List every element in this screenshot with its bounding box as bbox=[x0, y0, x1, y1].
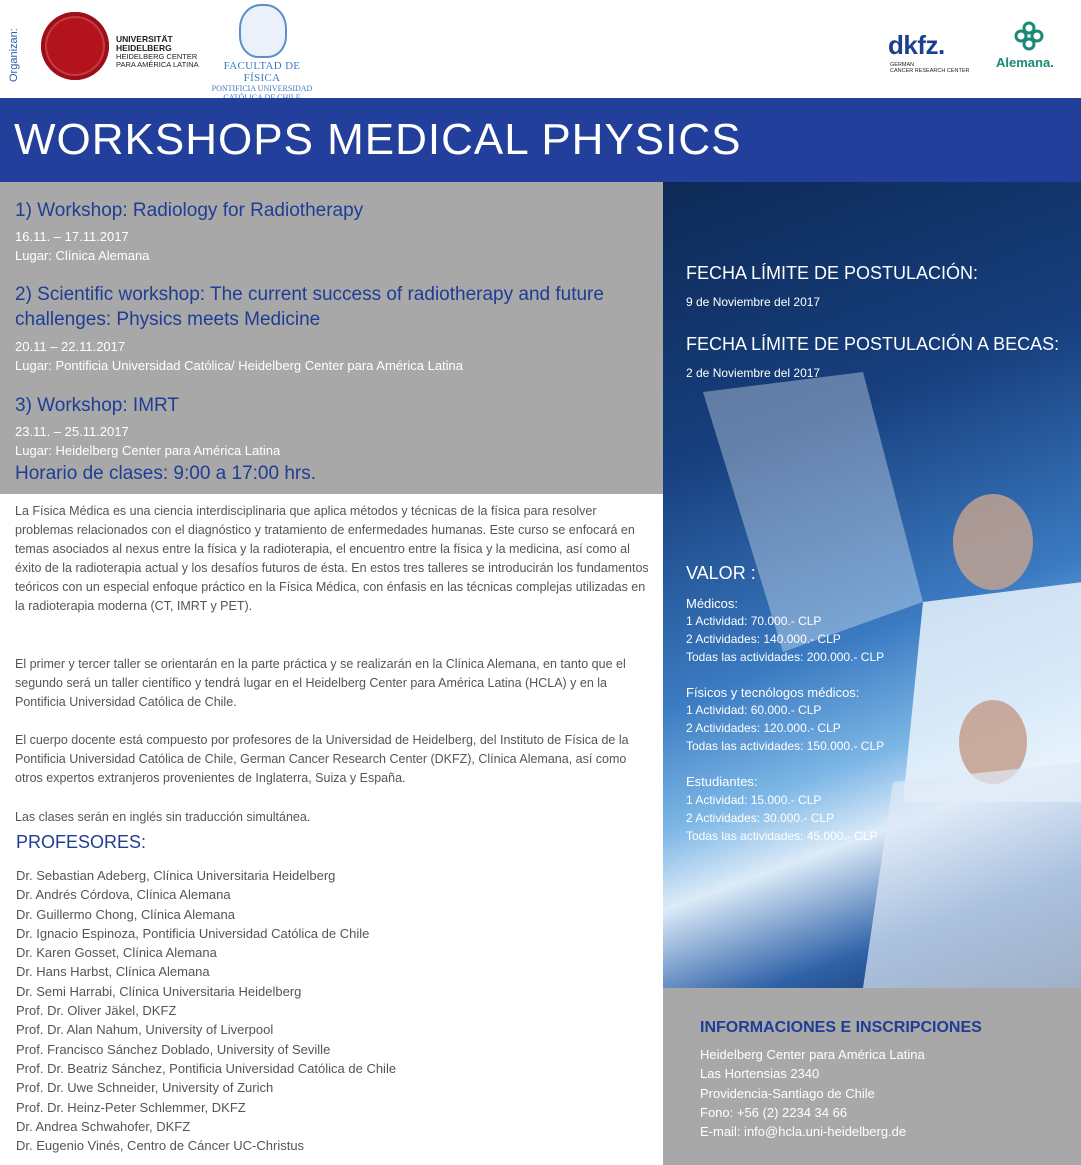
list-item: Dr. Hans Harbst, Clínica Alemana bbox=[16, 964, 210, 980]
list-item: Prof. Francisco Sánchez Doblado, University of Seville bbox=[16, 1041, 331, 1057]
workshop-1-title: 1) Workshop: Radiology for Radiotherapy bbox=[15, 200, 364, 221]
workshop-3-dates: 23.11. – 25.11.2017 bbox=[15, 424, 129, 439]
description-paragraph: El cuerpo docente está compuesto por profesores de la Universidad de Heidelberg, del Instituto de Física de la Pontificia Universidad Católica de Chile, German Cancer Research Center (DKFZ), Clínica Alemana, así como otros expertos extranjeros provenientes de Inglaterra, Suiza y España. bbox=[15, 733, 629, 785]
deadline-date: 9 de Noviembre del 2017 bbox=[686, 295, 821, 309]
list-item: Dr. Ignacio Espinoza, Pontificia Universidad Católica de Chile bbox=[16, 925, 370, 941]
fisica-logo-text: FACULTAD DE FÍSICA PONTIFICIA UNIVERSIDAD bbox=[211, 60, 313, 93]
alemana-cross-icon bbox=[1013, 20, 1045, 52]
description-paragraph: El primer y tercer taller se orientarán en la parte práctica y se realizarán en la Clínica Alemana, en tanto que el segundo será un taller científico y tendrá lugar en el Heidelberg Center para América Latina (HCLA) y en la Pontificia Universidad Católica de Chile. bbox=[15, 657, 626, 709]
list-item: Dr. Guillermo Chong, Clínica Alemana bbox=[16, 906, 235, 922]
list-item: Prof. Dr. Oliver Jäkel, DKFZ bbox=[16, 1003, 177, 1019]
contact-heading: INFORMACIONES E INSCRIPCIONES bbox=[700, 1019, 982, 1036]
workshop-1-place: Lugar: Clínica Alemana bbox=[15, 248, 150, 263]
description-paragraph: Las clases serán en inglés sin traducción simultánea. bbox=[15, 810, 311, 824]
contact-lines: Heidelberg Center para América Latina Las Hortensias 2340 Providencia-Santiago de Chile Fono: +56 (2) 2234 34 66 E-mail: info@hcla.uni-heidelberg.de bbox=[700, 1045, 925, 1141]
workshop-3-title: 3) Workshop: IMRT bbox=[15, 395, 180, 416]
workshop-3-place: Lugar: Heidelberg Center para América Latina bbox=[15, 443, 281, 458]
workshop-2-title: 2) Scientific workshop: The current success of radiotherapy and future challenges: Physics meets Medicine bbox=[15, 284, 604, 330]
page-title: WORKSHOPS MEDICAL PHYSICS bbox=[14, 115, 742, 164]
price-group-title: Estudiantes: bbox=[686, 774, 758, 789]
list-item: Prof. Dr. Beatriz Sánchez, Pontificia Universidad Católica de Chile bbox=[16, 1060, 397, 1076]
price-heading: VALOR : bbox=[686, 563, 756, 583]
professors-heading: PROFESORES: bbox=[16, 832, 147, 852]
list-item: Dr. Sebastian Adeberg, Clínica Universitaria Heidelberg bbox=[16, 868, 336, 883]
contact-email-link[interactable]: E-mail: info@hcla.uni-heidelberg.de bbox=[700, 1124, 907, 1140]
scholarship-deadline-label: FECHA LÍMITE DE POSTULACIÓN A BECAS: bbox=[686, 334, 1060, 354]
workshop-2-place: Lugar: Pontificia Universidad Católica/ Heidelberg Center para América Latina bbox=[15, 358, 464, 373]
list-item: Dr. Andrea Schwahofer, DKFZ bbox=[16, 1118, 191, 1134]
list-item: Dr. Karen Gosset, Clínica Alemana bbox=[16, 945, 217, 961]
list-item: Prof. Dr. Uwe Schneider, University of Zurich bbox=[16, 1080, 274, 1096]
deadline-label: FECHA LÍMITE DE POSTULACIÓN: bbox=[686, 263, 979, 283]
list-item: Dr. Semi Harrabi, Clínica Universitaria Heidelberg bbox=[16, 983, 302, 999]
workshop-1-dates: 16.11. – 17.11.2017 bbox=[15, 229, 129, 244]
workshop-2-dates: 20.11 – 22.11.2017 bbox=[15, 339, 126, 354]
list-item: Dr. Andrés Córdova, Clínica Alemana bbox=[16, 887, 231, 903]
class-schedule: Horario de clases: 9:00 a 17:00 hrs. bbox=[15, 463, 317, 484]
description-paragraph: La Física Médica es una ciencia interdisciplinaria que aplica métodos y técnicas de la física para resolver problemas relacionados con el diagnóstico y tratamiento de enfermedades humanas. Este curso se enfocará en temas asociados al nexus entre la física y la radioterapia, el encuentro entre la física y la medicina, así como al éxito de la radioterapia actual y los desafíos futuros de ésta. En estos tres talleres se introducirán los fundamentos teóricos con un especial enfoque práctico en la Física Médica, con énfasis en las técnicas complejas utilizadas en la radioterapia moderna (CT, IMRT y PET). bbox=[15, 504, 649, 613]
heidelberg-seal-logo bbox=[41, 12, 109, 80]
heidelberg-logo-text: UNIVERSITÄT HEIDELBERG HEIDELBERG CENTER PARA AMÉRICA LATINA bbox=[116, 34, 199, 69]
list-item: Prof. Dr. Heinz-Peter Schlemmer, DKFZ bbox=[16, 1099, 246, 1115]
price-group-title: Físicos y tecnólogos médicos: bbox=[686, 685, 860, 700]
dkfz-logo-subtitle: GERMAN CANCER RESEARCH CENTER bbox=[890, 62, 970, 74]
scholarship-deadline-date: 2 de Noviembre del 2017 bbox=[686, 366, 821, 380]
dkfz-logo: dkfz. bbox=[888, 30, 945, 60]
puc-shield-logo bbox=[239, 4, 287, 58]
professors-list bbox=[16, 866, 396, 1155]
list-item: Dr. Eugenio Vinés, Centro de Cáncer UC-Christus bbox=[16, 1138, 305, 1154]
price-group-lines: 1 Actividad: 70.000.- CLP 2 Actividades: 140.000.- CLP Todas las actividades: 200.000.- CLP bbox=[686, 614, 885, 664]
organizan-label: Organizan: bbox=[8, 28, 20, 82]
alemana-logo: Alemana. bbox=[996, 55, 1054, 70]
price-group-title: Médicos: bbox=[686, 596, 739, 611]
price-group-lines: 1 Actividad: 15.000.- CLP 2 Actividades: 30.000.- CLP Todas las actividades: 45.000.- CLP bbox=[686, 793, 878, 843]
list-item: Prof. Dr. Alan Nahum, University of Liverpool bbox=[16, 1022, 274, 1038]
price-group-lines: 1 Actividad: 60.000.- CLP 2 Actividades: 120.000.- CLP Todas las actividades: 150.000.- CLP bbox=[686, 703, 885, 753]
